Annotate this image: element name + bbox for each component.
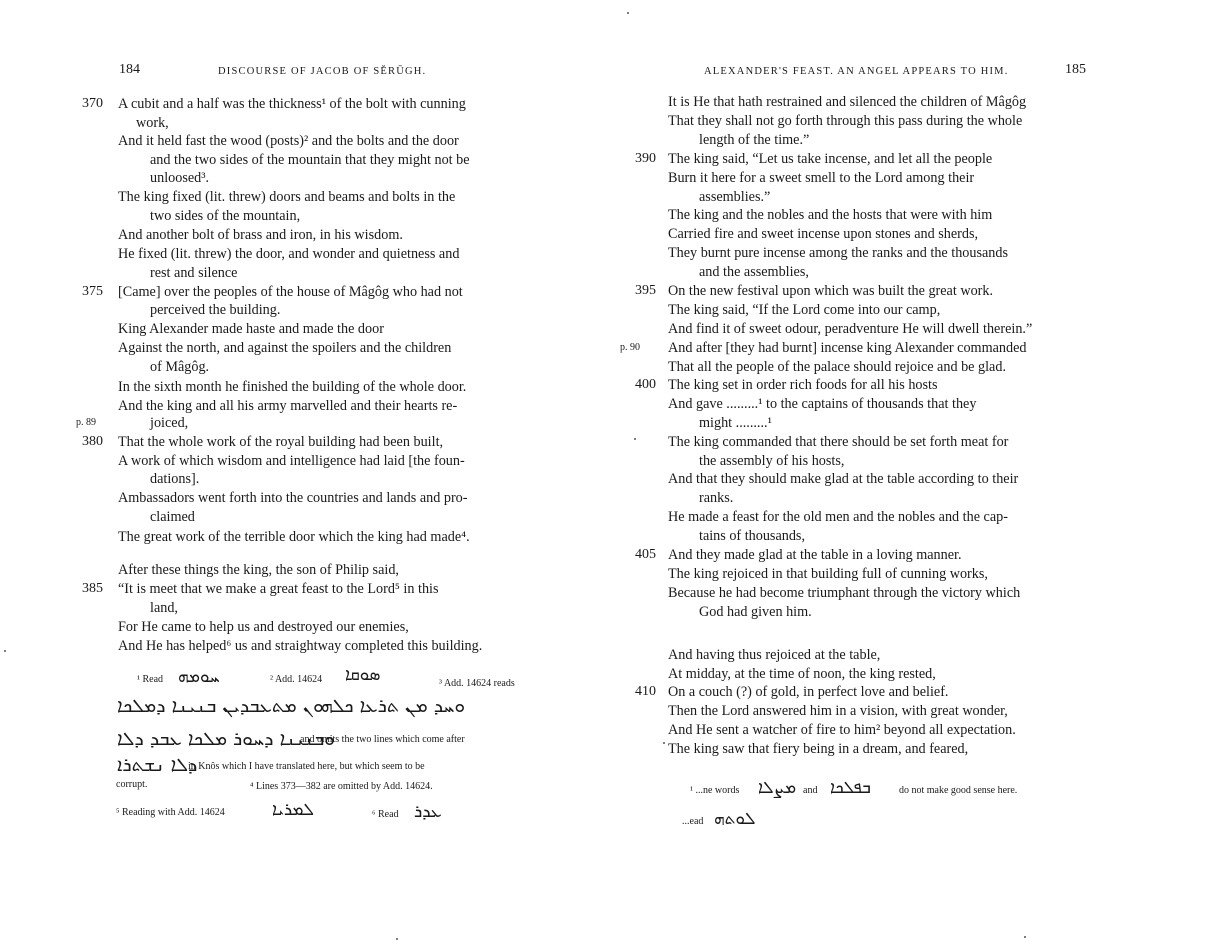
text-line: King Alexander made haste and made the door (118, 321, 384, 337)
text-line: length of the time.” (699, 132, 810, 148)
text-line: The king fixed (lit. threw) doors and beams and bolts in the (118, 189, 456, 205)
text-line: And the king and all his army marvelled and their hearts re- (118, 398, 458, 414)
text-line: assemblies.” (699, 189, 771, 205)
text-line: Because he had become triumphant through the victory which (668, 585, 1021, 601)
text-line: and the two sides of the mountain that they might not be (150, 152, 470, 168)
text-line: He made a feast for the old men and the nobles and the cap- (668, 509, 1008, 525)
text-line: of Mâgôg. (150, 359, 210, 375)
line-number: 370 (82, 96, 103, 111)
footnote-3-omits: and omits the two lines which come after (300, 734, 465, 745)
page-marker: p. 90 (620, 342, 640, 353)
text-line: Ambassadors went forth into the countries and lands and pro- (118, 490, 468, 506)
text-line: might .........¹ (699, 415, 772, 431)
text-line: The king commanded that there should be set forth meat for (668, 434, 1009, 450)
text-line: And another bolt of brass and iron, in his wisdom. (118, 227, 403, 243)
text-line: That all the people of the palace should rejoice and be glad. (668, 359, 1006, 375)
text-line: And gave .........¹ to the captains of thousands that they (668, 396, 977, 412)
text-line: For He came to help us and destroyed our enemies, (118, 619, 409, 635)
text-line: And He sent a watcher of fire to him² beyond all expectation. (668, 722, 1016, 738)
scan-speck (663, 742, 665, 744)
footnote-4: ⁴ Lines 373—382 are omitted by Add. 14624. (250, 781, 433, 792)
text-line: unloosed³. (150, 170, 210, 186)
text-line: rest and silence (150, 265, 238, 281)
text-line: land, (150, 600, 178, 616)
text-line: [Came] over the peoples of the house of Mâgôg who had not (118, 284, 463, 300)
footnote-5: ⁵ Reading with Add. 14624 (116, 807, 225, 818)
footnote-2: ² Add. 14624 (270, 674, 323, 685)
text-line: They burnt pure incense among the ranks and the thousands (668, 245, 1009, 261)
footnote-6-syriac: ܥܕܪ (414, 802, 442, 822)
footnote-3-syriac-line-3: ܕܠܐ ܢܫܬܪܐ (117, 754, 198, 776)
right-page (604, 0, 1208, 944)
text-line: “It is meet that we make a great feast to the Lord⁵ in this (118, 581, 439, 597)
text-line: claimed (150, 509, 195, 525)
text-line: God had given him. (699, 604, 812, 620)
text-line: ranks. (699, 490, 734, 506)
text-line: And that they should make glad at the table according to their (668, 471, 1019, 487)
text-line: The king rejoiced in that building full of cunning works, (668, 566, 988, 582)
text-line: the assembly of his hosts, (699, 453, 845, 469)
text-line: tains of thousands, (699, 528, 806, 544)
text-line: The king and the nobles and the hosts that were with him (668, 207, 993, 223)
footnote-2-syriac: ܠܘܬܗ (714, 809, 756, 829)
text-line: And find it of sweet odour, peradventure He will dwell therein.” (668, 321, 1033, 337)
text-line: The king saw that fiery being in a dream, and feared, (668, 741, 969, 757)
line-number: 390 (635, 151, 656, 166)
footnote-1: ¹ ...ne words (690, 785, 740, 796)
text-line: dations]. (150, 471, 200, 487)
text-line: and the assemblies, (699, 264, 809, 280)
text-line: That the whole work of the royal building had been built, (118, 434, 444, 450)
text-line: It is He that hath restrained and silenced the children of Mâgôg (668, 94, 1027, 110)
page-number: 184 (119, 62, 140, 77)
running-head: ALEXANDER'S FEAST. AN ANGEL APPEARS TO HIM. (704, 66, 1009, 77)
text-line: And after [they had burnt] incense king Alexander commanded (668, 340, 1027, 356)
running-head: DISCOURSE OF JACOB OF SĔRŪGH. (218, 66, 427, 77)
text-line: A work of which wisdom and intelligence had laid [the foun- (118, 453, 465, 469)
footnote-3-syriac-line-2: ܘܒܢܝܢܐ ܕܚܘܪ ܡܠܟܐ ܥܒܕ ܕܠܐ (117, 728, 335, 750)
text-line: The king said, “Let us take incense, and let all the people (668, 151, 993, 167)
text-line: Burn it here for a sweet smell to the Lord among their (668, 170, 975, 186)
footnote-1-and: and (803, 785, 818, 796)
text-line: At midday, at the time of noon, the king rested, (668, 666, 936, 682)
text-line: joiced, (150, 415, 189, 431)
line-number: 405 (635, 547, 656, 562)
scan-speck (4, 650, 6, 652)
text-line: perceived the building. (150, 302, 281, 318)
footnote-3-in-knos: in Knôs which I have translated here, but which seem to be (188, 761, 425, 772)
footnote-1-tail: do not make good sense here. (899, 785, 1018, 796)
footnote-2: ...ead (682, 816, 704, 827)
text-line: And it held fast the wood (posts)² and the bolts and the door (118, 133, 459, 149)
text-line: On a couch (?) of gold, in perfect love and belief. (668, 684, 949, 700)
footnote-5-syriac: ܠܡܪܝܐ (272, 800, 314, 820)
line-number: 375 (82, 284, 103, 299)
page-marker: p. 89 (76, 417, 96, 428)
footnote-1-syriac-2: ܒܦܠܟܐ (830, 778, 871, 798)
text-line: A cubit and a half was the thickness¹ of the bolt with cunning (118, 96, 466, 112)
text-line: Then the Lord answered him in a vision, with great wonder, (668, 703, 1008, 719)
line-number: 395 (635, 283, 656, 298)
text-line: Against the north, and against the spoilers and the children (118, 340, 452, 356)
text-line: Carried fire and sweet incense upon stones and sherds, (668, 226, 979, 242)
scan-speck (396, 938, 398, 940)
text-line: two sides of the mountain, (150, 208, 301, 224)
text-line: That they shall not go forth through this pass during the whole (668, 113, 1023, 129)
footnote-3-syriac-line-1: ܘܚܕ ܡܢ ܬܪܥܐ ܟܠܗܘܢ ܡܬܥܒܕܝܢ ܒܢܝܢܐ ܕܡܠܟܐ (117, 695, 466, 717)
footnote-6: ⁶ Read (372, 809, 399, 820)
line-number: 410 (635, 684, 656, 699)
text-line: He fixed (lit. threw) the door, and wonder and quietness and (118, 246, 460, 262)
text-line: And He has helped⁶ us and straightway completed this building. (118, 638, 483, 654)
text-line: After these things the king, the son of Philip said, (118, 562, 399, 578)
text-line: The king said, “If the Lord come into our camp, (668, 302, 941, 318)
text-line: In the sixth month he finished the building of the whole door. (118, 379, 467, 395)
scan-speck (627, 12, 629, 14)
line-number: 385 (82, 581, 103, 596)
text-line: And they made glad at the table in a loving manner. (668, 547, 962, 563)
page-number: 185 (1065, 62, 1086, 77)
text-line: On the new festival upon which was built the great work. (668, 283, 994, 299)
text-line: work, (136, 115, 169, 131)
line-number: 380 (82, 434, 103, 449)
footnote-1-syriac: ܚܘܡܗ (178, 667, 220, 687)
footnote-2-syriac: ܣܘܩܐ (345, 665, 381, 685)
line-number: 400 (635, 377, 656, 392)
footnote-3: ³ Add. 14624 reads (439, 678, 515, 689)
text-line: And having thus rejoiced at the table, (668, 647, 881, 663)
scan-speck (1024, 936, 1026, 938)
footnote-1-syriac-1: ܡܨܠܐ (758, 778, 797, 798)
footnote-3-corrupt: corrupt. (116, 779, 148, 790)
scan-speck (634, 438, 636, 440)
text-line: The great work of the terrible door which the king had made⁴. (118, 529, 470, 545)
text-line: The king set in order rich foods for all his hosts (668, 377, 938, 393)
footnote-1: ¹ Read (137, 674, 164, 685)
